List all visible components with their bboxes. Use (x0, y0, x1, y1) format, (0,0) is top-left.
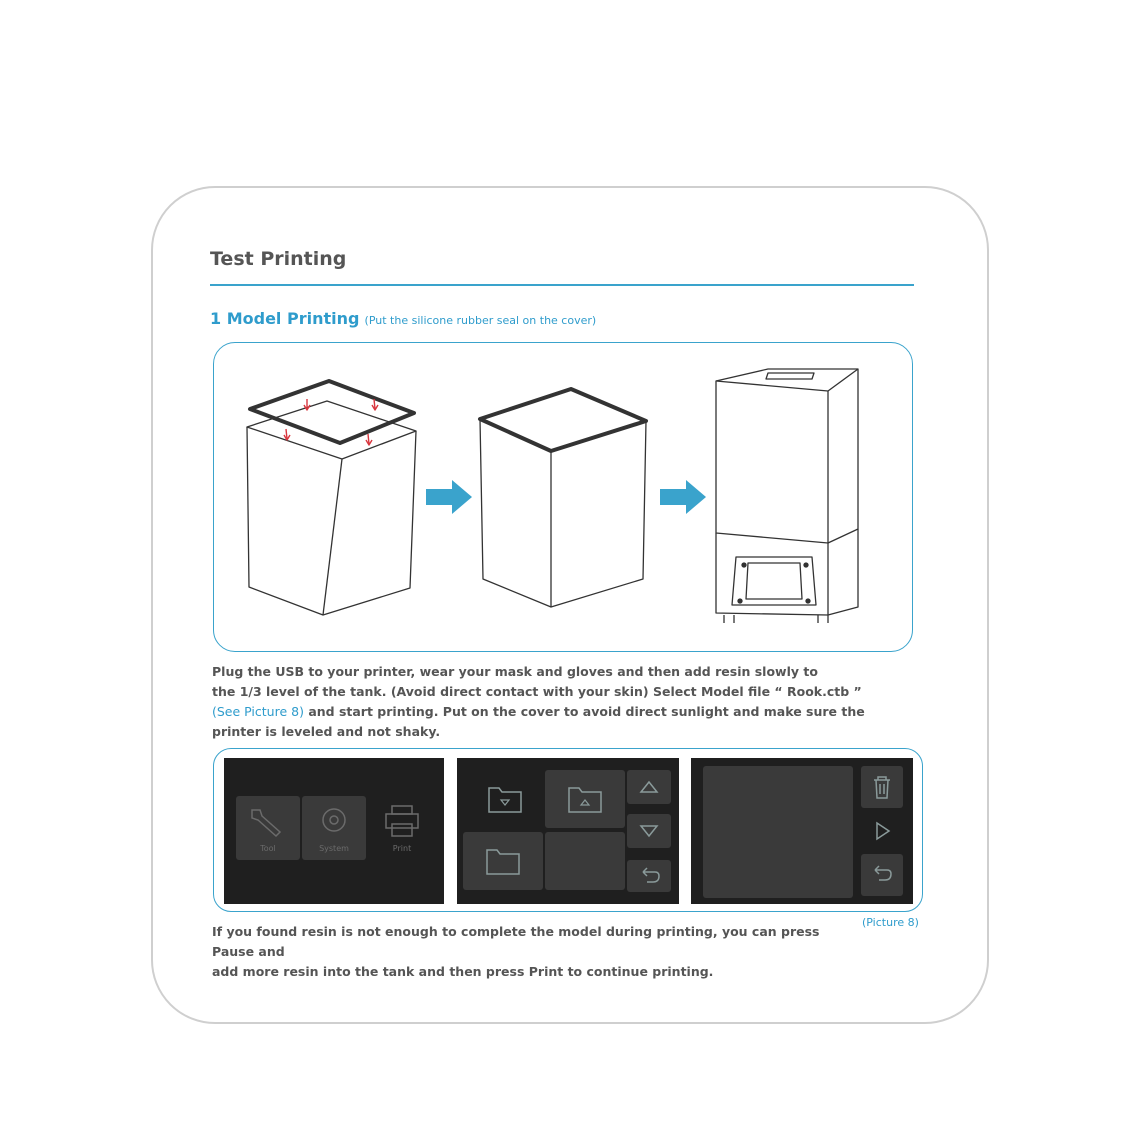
tool-label: Tool (260, 844, 276, 853)
printer-illustration (716, 369, 858, 623)
arrow-right-icon (426, 480, 472, 514)
back-icon (627, 860, 671, 892)
scroll-down-button[interactable] (627, 814, 671, 848)
illustration-panel (213, 342, 913, 652)
instructions-line: printer is leveled and not shaky. (212, 724, 441, 739)
resin-tank-sealed (480, 389, 646, 607)
printer-icon (370, 796, 434, 846)
picture-caption: (Picture 8) (862, 916, 919, 929)
wrench-icon (236, 796, 300, 846)
play-button[interactable] (861, 810, 903, 852)
system-button[interactable] (302, 796, 366, 860)
folder-download-button[interactable] (465, 768, 545, 828)
back-button[interactable] (861, 854, 903, 896)
touchscreen-panel (213, 748, 923, 912)
instructions-line-text: and start printing. Put on the cover to avoid direct sunlight and make sure the (303, 704, 865, 719)
arrow-down-icon (627, 814, 671, 848)
print-preview-screen (691, 758, 913, 904)
instructions-paragraph (212, 662, 872, 742)
assembly-illustration (214, 343, 914, 653)
instructions-line (212, 702, 872, 722)
section-hint: (Put the silicone rubber seal on the cover) (364, 314, 597, 327)
title-divider (210, 284, 914, 286)
section-title: 1 Model Printing (210, 309, 360, 328)
back-button[interactable] (627, 860, 671, 892)
folder-upload-button[interactable] (545, 770, 625, 828)
arrow-up-icon (627, 770, 671, 804)
note-line: If you found resin is not enough to complete the model during printing, you can press Pause and (212, 924, 820, 959)
picture-reference-link[interactable]: (See Picture 8) (212, 704, 304, 719)
folder-upload-icon (545, 770, 625, 828)
section-heading (210, 309, 596, 328)
model-preview (703, 766, 853, 898)
folder-download-icon (465, 768, 545, 828)
resin-tank-with-seal (247, 381, 416, 615)
delete-button[interactable] (861, 766, 903, 808)
print-label: Print (392, 844, 412, 853)
main-menu-screen (224, 758, 444, 904)
page-title: Test Printing (210, 248, 347, 270)
folder-button[interactable] (463, 832, 543, 890)
print-button[interactable] (370, 796, 434, 860)
back-icon (861, 854, 903, 896)
note-line: add more resin into the tank and then press Print to continue printing. (212, 964, 714, 979)
gear-icon (302, 796, 366, 846)
folder-icon (463, 832, 543, 890)
scroll-up-button[interactable] (627, 770, 671, 804)
trash-icon (861, 766, 903, 808)
note-paragraph (212, 922, 852, 982)
system-label: System (319, 844, 349, 853)
file-browser-screen (457, 758, 679, 904)
play-icon (861, 810, 903, 852)
file-slot[interactable] (545, 832, 625, 890)
instructions-line: the 1/3 level of the tank. (Avoid direct contact with your skin) Select Model file “ Rook.ctb ” (212, 684, 862, 699)
arrow-right-icon (660, 480, 706, 514)
instructions-line: Plug the USB to your printer, wear your mask and gloves and then add resin slowly to (212, 664, 818, 679)
tool-button[interactable] (236, 796, 300, 860)
